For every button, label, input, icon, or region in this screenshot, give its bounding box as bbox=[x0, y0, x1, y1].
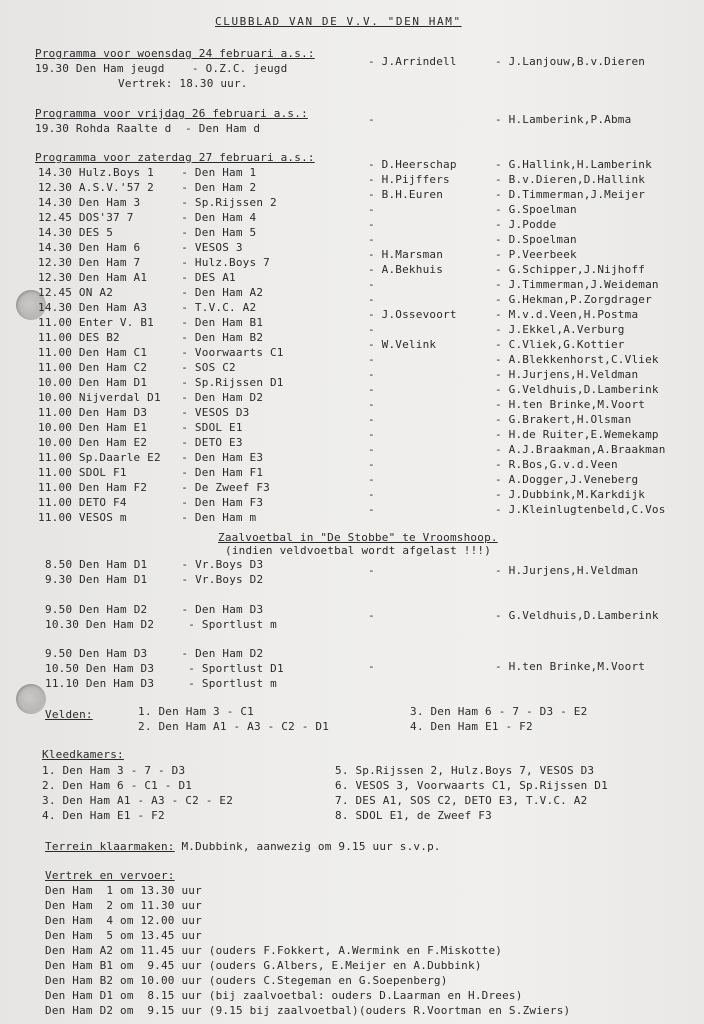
match-row: 10.00 Nijverdal D1 - Den Ham D2 bbox=[38, 391, 264, 404]
match-row: 8.50 Den Ham D1 - Vr.Boys D3 bbox=[45, 558, 264, 571]
referee: - J.Ossevoort bbox=[368, 308, 457, 321]
match-row: 12.45 ON A2 - Den Ham A2 bbox=[38, 286, 264, 299]
referee: - bbox=[368, 368, 375, 381]
kleedkamer-item: 6. VESOS 3, Voorwaarts C1, Sp.Rijssen D1 bbox=[335, 779, 608, 792]
referee: - D.Heerschap bbox=[368, 158, 457, 171]
referee: - A.Bekhuis bbox=[368, 263, 444, 276]
vertrek-row: Den Ham 4 om 12.00 uur bbox=[45, 914, 202, 927]
match-row: 11.00 Enter V. B1 - Den Ham B1 bbox=[38, 316, 264, 329]
assistants: - G.Veldhuis,D.Lamberink bbox=[495, 608, 659, 622]
match-row: 11.00 Den Ham F2 - De Zweef F3 bbox=[38, 481, 270, 494]
vertrek-row: Den Ham 2 om 11.30 uur bbox=[45, 899, 202, 912]
assistants: - G.Spoelman bbox=[495, 203, 577, 216]
assistants: - D.Timmerman,J.Meijer bbox=[495, 188, 646, 201]
section-header-saturday: Programma voor zaterdag 27 februari a.s.: bbox=[35, 151, 315, 164]
referee: - bbox=[368, 203, 375, 216]
assistants: - G.Hekman,P.Zorgdrager bbox=[495, 293, 652, 306]
assistants: - H.Lamberink,P.Abma bbox=[495, 113, 632, 126]
match-row: 12.45 DOS'37 7 - Den Ham 4 bbox=[38, 211, 257, 224]
assistants: - C.Vliek,G.Kottier bbox=[495, 338, 625, 351]
assistants: - B.v.Dieren,D.Hallink bbox=[495, 173, 646, 186]
terrein-label: Terrein klaarmaken: bbox=[45, 840, 175, 853]
assistants: - H.Jurjens,H.Veldman bbox=[495, 563, 639, 577]
kleedkamer-item: 4. Den Ham E1 - F2 bbox=[42, 809, 165, 822]
referee: - J.Arrindell bbox=[368, 55, 457, 68]
assistants: - G.Hallink,H.Lamberink bbox=[495, 158, 652, 171]
assistants: - H.ten Brinke,M.Voort bbox=[495, 398, 646, 411]
match-row: 12.30 Den Ham A1 - DES A1 bbox=[38, 271, 236, 284]
referee: - bbox=[368, 413, 375, 426]
assistants: - R.Bos,G.v.d.Veen bbox=[495, 458, 618, 471]
assistants: - J.Ekkel,A.Verburg bbox=[495, 323, 625, 336]
document-title: CLUBBLAD VAN DE V.V. "DEN HAM" bbox=[215, 15, 462, 28]
assistants: - H.ten Brinke,M.Voort bbox=[495, 660, 646, 673]
assistants: - G.Schipper,J.Nijhoff bbox=[495, 263, 646, 276]
departure-note: Vertrek: 18.30 uur. bbox=[118, 77, 248, 90]
vertrek-row: Den Ham D1 om 8.15 uur (bij zaalvoetbal: ouders D.Laarman en H.Drees) bbox=[45, 989, 523, 1002]
referee: - bbox=[368, 293, 375, 306]
match-row: 9.50 Den Ham D3 - Den Ham D2 bbox=[45, 647, 264, 660]
velden-item: 4. Den Ham E1 - F2 bbox=[410, 720, 533, 733]
referee: - bbox=[368, 233, 375, 246]
assistants: - J.Kleinlugtenbeld,C.Vos bbox=[495, 503, 666, 516]
assistants: - P.Veerbeek bbox=[495, 248, 577, 261]
assistants: - J.Dubbink,M.Karkdijk bbox=[495, 488, 646, 501]
match-row: 11.00 Den Ham D3 - VESOS D3 bbox=[38, 406, 250, 419]
vertrek-row: Den Ham 5 om 13.45 uur bbox=[45, 929, 202, 942]
section-header-zaalvoetbal: Zaalvoetbal in "De Stobbe" te Vroomshoop. bbox=[218, 531, 498, 544]
referee: - bbox=[368, 473, 375, 486]
match-row: 11.00 VESOS m - Den Ham m bbox=[38, 511, 257, 524]
match-row: 11.00 Den Ham C1 - Voorwaarts C1 bbox=[38, 346, 284, 359]
assistants: - A.Blekkenhorst,C.Vliek bbox=[495, 353, 659, 366]
referee: - bbox=[368, 608, 375, 622]
assistants: - J.Podde bbox=[495, 218, 557, 231]
match-row: 14.30 DES 5 - Den Ham 5 bbox=[38, 226, 257, 239]
kleedkamers-label: Kleedkamers: bbox=[42, 748, 124, 761]
referee: - bbox=[368, 660, 375, 673]
match-row: 11.00 Den Ham C2 - SOS C2 bbox=[38, 361, 236, 374]
assistants: - M.v.d.Veen,H.Postma bbox=[495, 308, 639, 321]
referee: - bbox=[368, 563, 375, 577]
kleedkamer-item: 5. Sp.Rijssen 2, Hulz.Boys 7, VESOS D3 bbox=[335, 764, 595, 777]
kleedkamer-item: 2. Den Ham 6 - C1 - D1 bbox=[42, 779, 193, 792]
assistants: - J.Lanjouw,B.v.Dieren bbox=[495, 55, 646, 68]
referee: - W.Velink bbox=[368, 338, 437, 351]
velden-label: Velden: bbox=[45, 708, 93, 721]
referee: - bbox=[368, 113, 375, 126]
kleedkamer-item: 1. Den Ham 3 - 7 - D3 bbox=[42, 764, 186, 777]
referee: - bbox=[368, 458, 375, 471]
referee: - bbox=[368, 488, 375, 501]
referee: - bbox=[368, 428, 375, 441]
vertrek-row: Den Ham B1 om 9.45 uur (ouders G.Albers, E.Meijer en A.Dubbink) bbox=[45, 959, 482, 972]
assistants: - G.Brakert,H.Olsman bbox=[495, 413, 632, 426]
match-row: 12.30 A.S.V.'57 2 - Den Ham 2 bbox=[38, 181, 257, 194]
zaal-subtitle: (indien veldvoetbal wordt afgelast !!!) bbox=[225, 544, 492, 557]
match-row: 11.00 Sp.Daarle E2 - Den Ham E3 bbox=[38, 451, 264, 464]
match-row: 11.00 SDOL F1 - Den Ham F1 bbox=[38, 466, 264, 479]
match-row: 10.30 Den Ham D2 - Sportlust m bbox=[45, 618, 277, 631]
assistants: - A.J.Braakman,A.Braakman bbox=[495, 443, 666, 456]
vertrek-row: Den Ham B2 om 10.00 uur (ouders C.Stegeman en G.Soepenberg) bbox=[45, 974, 448, 987]
vertrek-row: Den Ham 1 om 13.30 uur bbox=[45, 884, 202, 897]
section-header-wednesday: Programma voor woensdag 24 februari a.s.: bbox=[35, 47, 315, 60]
match-row: 9.30 Den Ham D1 - Vr.Boys D2 bbox=[45, 573, 264, 586]
assistants: - H.Jurjens,H.Veldman bbox=[495, 368, 639, 381]
assistants: - A.Dogger,J.Veneberg bbox=[495, 473, 639, 486]
match-row: 10.00 Den Ham E2 - DETO E3 bbox=[38, 436, 243, 449]
kleedkamer-item: 8. SDOL E1, de Zweef F3 bbox=[335, 809, 492, 822]
velden-item: 1. Den Ham 3 - C1 bbox=[138, 705, 254, 718]
referee: - H.Pijffers bbox=[368, 173, 450, 186]
match-row: 19.30 Rohda Raalte d - Den Ham d bbox=[35, 122, 261, 135]
referee: - H.Marsman bbox=[368, 248, 444, 261]
match-row: 12.30 Den Ham 7 - Hulz.Boys 7 bbox=[38, 256, 270, 269]
referee: - B.H.Euren bbox=[368, 188, 444, 201]
referee: - bbox=[368, 218, 375, 231]
referee: - bbox=[368, 443, 375, 456]
match-row: 14.30 Den Ham 3 - Sp.Rijssen 2 bbox=[38, 196, 277, 209]
referee: - bbox=[368, 323, 375, 336]
assistants: - G.Veldhuis,D.Lamberink bbox=[495, 383, 659, 396]
match-row: 11.10 Den Ham D3 - Sportlust m bbox=[45, 677, 277, 690]
referee: - bbox=[368, 353, 375, 366]
velden-item: 2. Den Ham A1 - A3 - C2 - D1 bbox=[138, 720, 330, 733]
match-row: 9.50 Den Ham D2 - Den Ham D3 bbox=[45, 603, 264, 616]
terrein-text: M.Dubbink, aanwezig om 9.15 uur s.v.p. bbox=[174, 840, 441, 853]
kleedkamer-item: 3. Den Ham A1 - A3 - C2 - E2 bbox=[42, 794, 234, 807]
section-header-friday: Programma voor vrijdag 26 februari a.s.: bbox=[35, 107, 308, 120]
match-row: 11.00 DES B2 - Den Ham B2 bbox=[38, 331, 264, 344]
punch-hole bbox=[16, 684, 46, 714]
match-row: 14.30 Den Ham 6 - VESOS 3 bbox=[38, 241, 243, 254]
match-row: 10.00 Den Ham D1 - Sp.Rijssen D1 bbox=[38, 376, 284, 389]
referee: - bbox=[368, 398, 375, 411]
referee: - bbox=[368, 383, 375, 396]
match-row: 10.00 Den Ham E1 - SDOL E1 bbox=[38, 421, 243, 434]
velden-item: 3. Den Ham 6 - 7 - D3 - E2 bbox=[410, 705, 588, 718]
match-row: 19.30 Den Ham jeugd - O.Z.C. jeugd bbox=[35, 62, 288, 75]
terrein-line bbox=[45, 839, 441, 854]
referee: - bbox=[368, 503, 375, 516]
match-row: 10.50 Den Ham D3 - Sportlust D1 bbox=[45, 662, 284, 675]
referee: - bbox=[368, 278, 375, 291]
assistants: - H.de Ruiter,E.Wemekamp bbox=[495, 428, 659, 441]
vertrek-label: Vertrek en vervoer: bbox=[45, 869, 175, 882]
kleedkamer-item: 7. DES A1, SOS C2, DETO E3, T.V.C. A2 bbox=[335, 794, 588, 807]
match-row: 14.30 Hulz.Boys 1 - Den Ham 1 bbox=[38, 166, 257, 179]
vertrek-row: Den Ham D2 om 9.15 uur (9.15 bij zaalvoetbal)(ouders R.Voortman en S.Zwiers) bbox=[45, 1004, 571, 1017]
assistants: - J.Timmerman,J.Weideman bbox=[495, 278, 659, 291]
match-row: 11.00 DETO F4 - Den Ham F3 bbox=[38, 496, 264, 509]
match-row: 14.30 Den Ham A3 - T.V.C. A2 bbox=[38, 301, 257, 314]
assistants: - D.Spoelman bbox=[495, 233, 577, 246]
vertrek-row: Den Ham A2 om 11.45 uur (ouders F.Fokkert, A.Wermink en F.Miskotte) bbox=[45, 944, 503, 957]
